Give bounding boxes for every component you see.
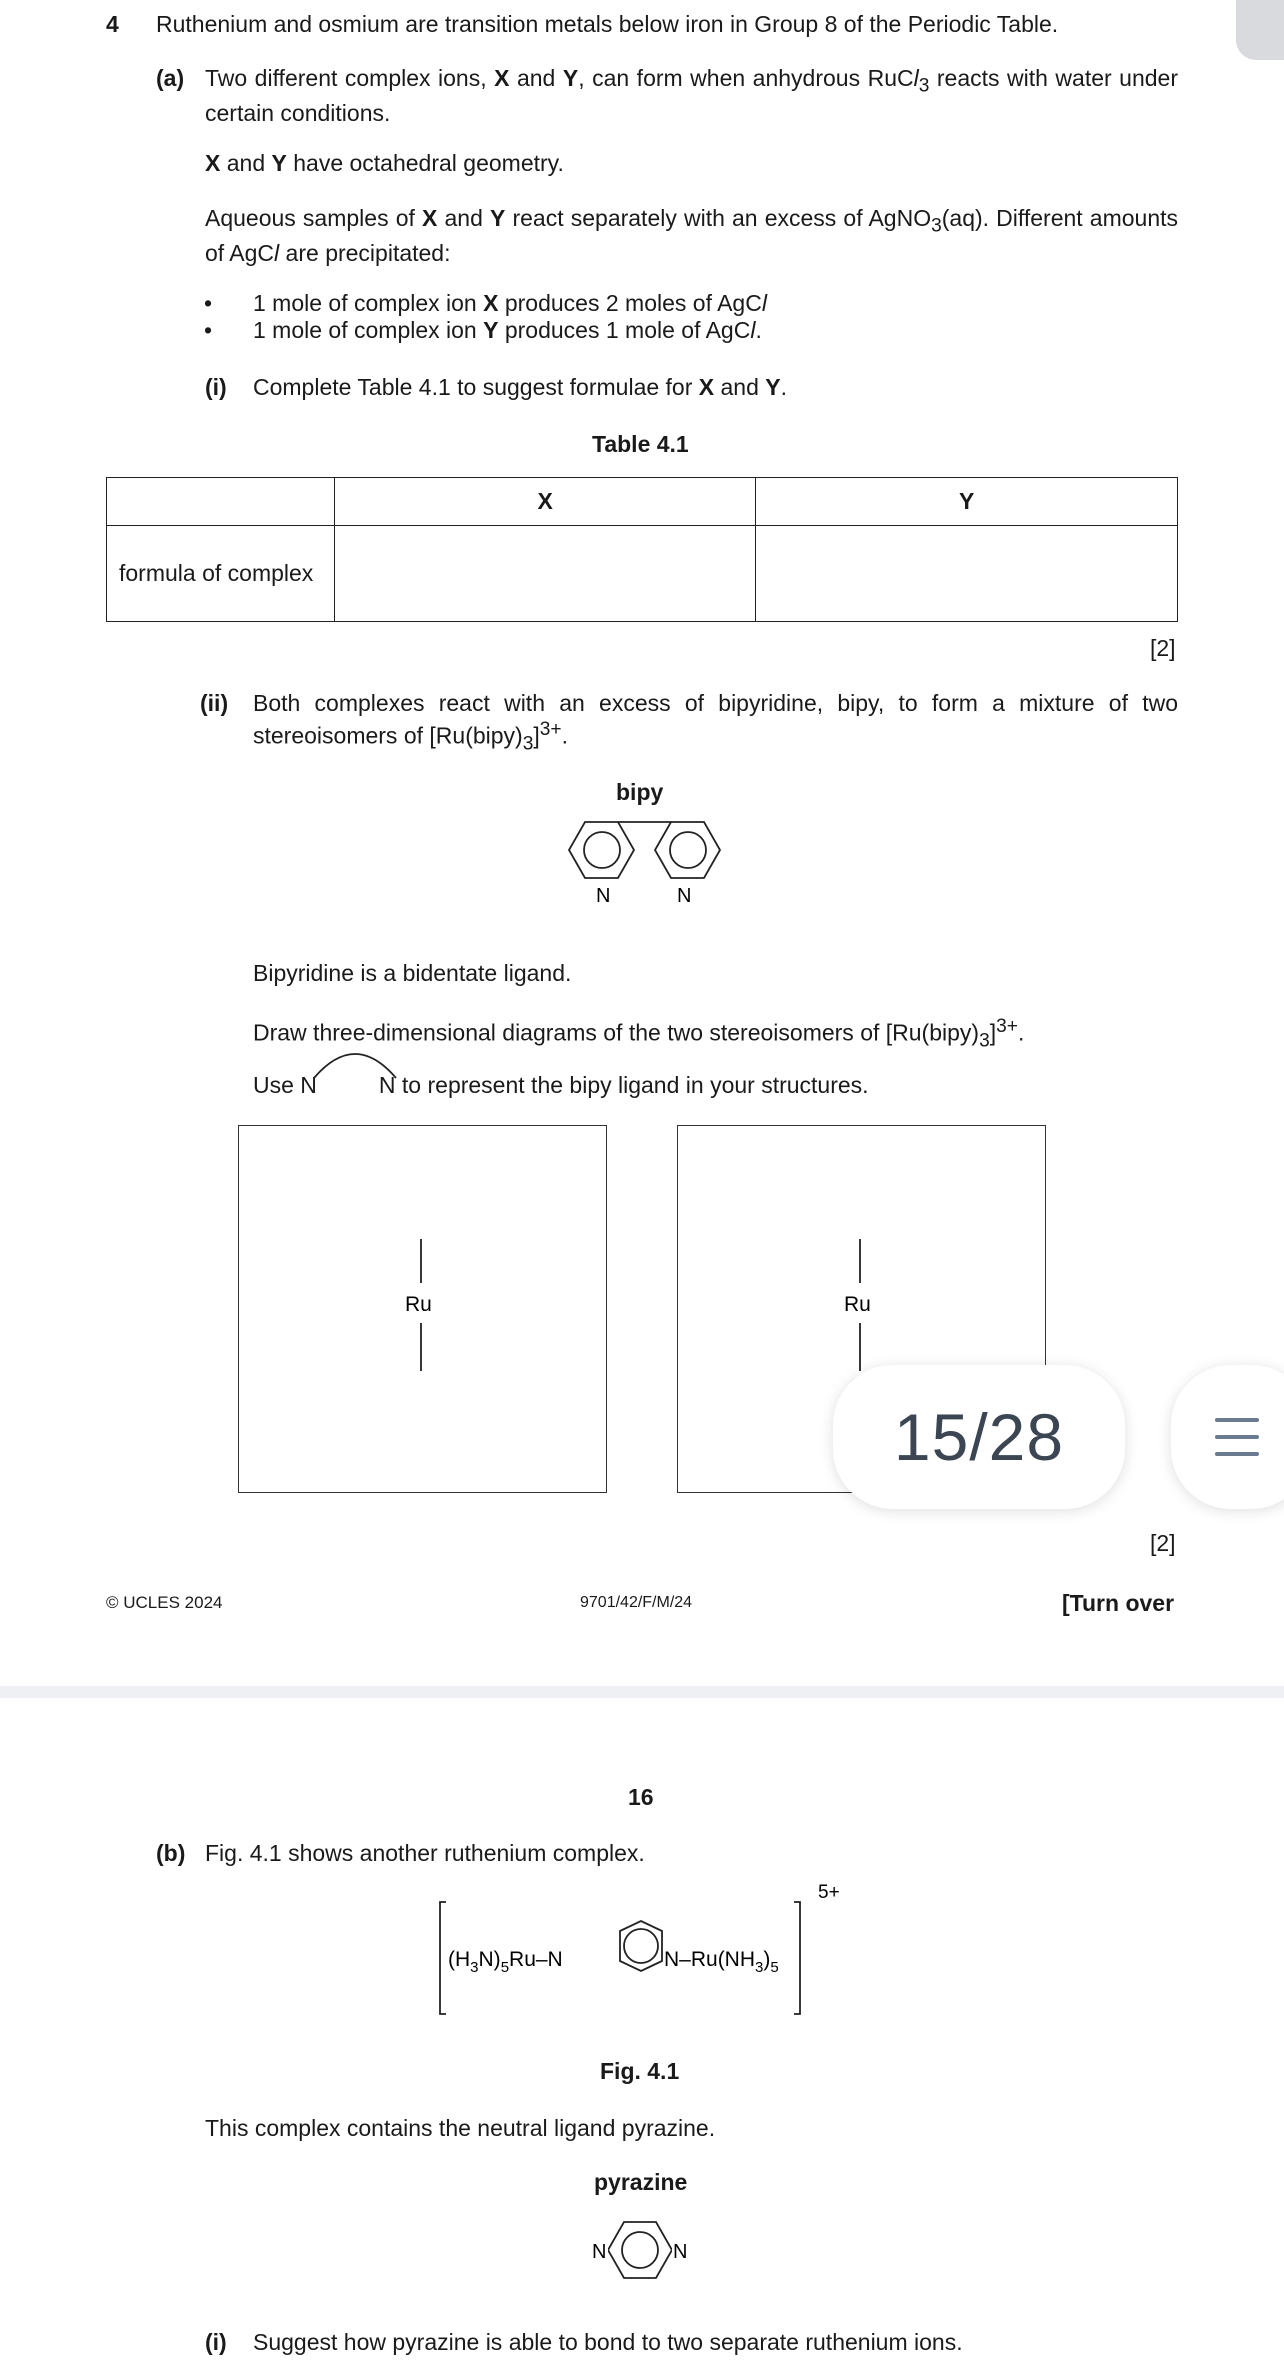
bidentate-text: Bipyridine is a bidentate ligand. [253,960,572,986]
left-group: $(H_3N)_5Ru-N$ [448,1948,563,1976]
ru-centre-1 [395,1235,455,1375]
ru-label-1: Ru [405,1293,432,1316]
part-a-text: Two different complex ions, X and Y, can form when anhydrous RuCl$_3$ reacts with water under certain conditions. [205,65,1179,126]
bipy-n-right: N [677,885,692,907]
answer-cell-x[interactable] [334,526,756,622]
use-instruction: Use N N to represent the bipy ligand in your structures. [253,1072,869,1098]
bullet-dot: • [204,317,213,343]
question-intro: Ruthenium and osmium are transition metals below iron in Group 8 of the Periodic Table. [156,11,1059,37]
part-a-label: (a) [156,65,185,91]
answer-cell-y[interactable] [756,526,1178,622]
table-header-x: X [334,478,756,526]
bullet-1: 1 mole of complex ion X produces 2 moles of AgCl [253,290,767,316]
pyrazine-n-right: N [673,2241,688,2263]
part-ii-text: Both complexes react with an excess of bipyridine, bipy, to form a mixture of two stereoisomers of $[Ru(bipy)_3]^{3+}$. [253,690,1178,754]
page-divider [0,1686,1284,1698]
footer-turn-over: [Turn over [1062,1590,1175,1616]
part-i-label: (i) [205,374,227,400]
page-number: 16 [628,1784,654,1810]
footer-code: 9701/42/F/M/24 [580,1594,693,1611]
question-number: 4 [106,11,119,37]
geometry-statement: X and Y have octahedral geometry. [205,150,564,176]
pyrazine-structure [580,2210,700,2300]
hamburger-menu-icon [1211,1414,1263,1460]
ru-centre-2 [834,1235,894,1375]
draw-instruction: Draw three-dimensional diagrams of the two stereoisomers of $[Ru(bipy)_3]^{3+}$. [253,1016,1025,1052]
table-caption: Table 4.1 [592,431,689,457]
part-b-i-label: (i) [205,2329,227,2355]
pyrazine-statement: This complex contains the neutral ligand pyrazine. [205,2115,716,2141]
marks-part-i: [2] [1150,635,1176,661]
bipy-structure [520,810,760,920]
part-b-i-text: Suggest how pyrazine is able to bond to two separate ruthenium ions. [253,2329,963,2355]
ru-label-2: Ru [844,1293,871,1316]
table-header-y: Y [756,478,1178,526]
marks-part-ii: [2] [1150,1530,1176,1556]
corner-tab [1236,0,1284,60]
table-4-1 [106,477,1178,622]
table-row-label: formula of complex [107,526,335,622]
part-b-label: (b) [156,1840,186,1866]
table-empty-corner [107,478,335,526]
footer-copyright: © UCLES 2024 [106,1593,223,1612]
pyrazine-n-left: N [592,2241,607,2263]
page-indicator-text: 15/28 [893,1399,1065,1474]
bullet-2: 1 mole of complex ion Y produces 1 mole of AgCl. [253,317,762,343]
aqueous-statement: Aqueous samples of X and Y react separately with an excess of AgNO$_3$(aq). Different amounts of AgCl are precipitated: [205,205,1179,266]
bipy-arc-symbol [300,1044,410,1080]
right-group: $N-Ru(NH_3)_5$ [664,1948,779,1976]
fig-4-1-complex [430,1884,870,2024]
complex-charge: 5+ [818,1884,840,1903]
pyrazine-label: pyrazine [594,2169,688,2195]
fig-caption: Fig. 4.1 [600,2058,680,2084]
part-b-text: Fig. 4.1 shows another ruthenium complex. [205,1840,645,1866]
part-i-text: Complete Table 4.1 to suggest formulae for X and Y. [253,374,788,400]
bullet-dot: • [204,290,213,316]
page-indicator[interactable] [833,1365,1125,1509]
menu-button[interactable] [1171,1365,1284,1509]
bipy-n-left: N [596,885,611,907]
part-ii-label: (ii) [200,690,229,716]
bipy-label: bipy [616,779,664,805]
